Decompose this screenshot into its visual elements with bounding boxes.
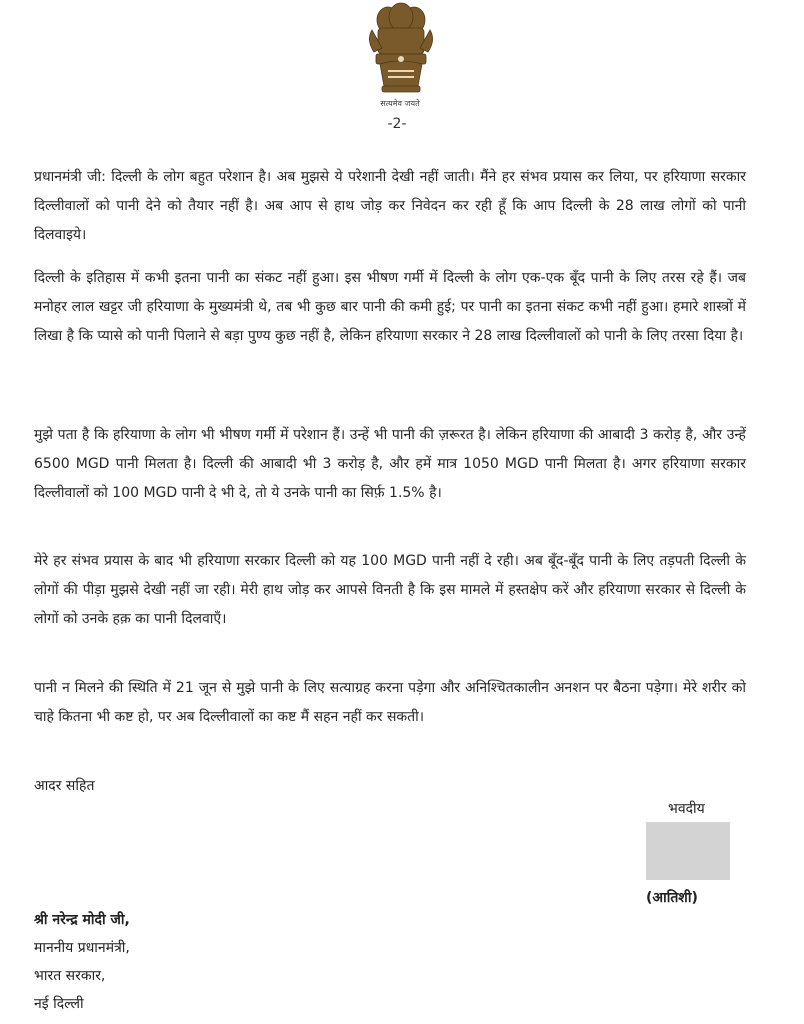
letter-paragraph-3: मुझे पता है कि हरियाणा के लोग भी भीषण गर्मी में परेशान हैं। उन्हें भी पानी की ज़रूरत है। लेकिन हरियाणा की आबादी 3 करोड़ है, और उन्हें 6500 MGD पानी मिलता है। दिल्ली की आबादी भी 3 करोड़ है, और हमें मात्र 1050 MGD पानी मिलता है। अगर हरियाणा सरकार दिल्लीवालों को 100 MGD पानी दे भी दे, तो ये उनके पानी का सिर्फ़ 1.5% है। [34, 427, 746, 501]
closing-regards: आदर सहित [34, 778, 95, 794]
letter-paragraph-4: मेरे हर संभव प्रयास के बाद भी हरियाणा सरकार दिल्ली को यह 100 MGD पानी नहीं दे रही। अब बूँद-बूँद पानी के लिए तड़पती दिल्ली के लोगों की पीड़ा मुझसे देखी नहीं जा रही। मेरी हाथ जोड़ कर आपसे विनती है कि इस मामले में हस्तक्षेप करें और हरियाणा सरकार से दिल्ली के लोगों को उनके हक़ का पानी दिलवाएँ। [34, 553, 746, 627]
addressee-designation: माननीय प्रधानमंत्री, [34, 940, 130, 956]
letter-paragraph-5: पानी न मिलने की स्थिति में 21 जून से मुझे पानी के लिए सत्याग्रह करना पड़ेगा और अनिश्चितकालीन अनशन पर बैठना पड़ेगा। मेरे शरीर को चाहे कितना भी कष्ट हो, पर अब दिल्लीवालों का कष्ट मैं सहन नहीं कर सकती। [34, 680, 746, 725]
addressee-city: नई दिल्ली [34, 996, 84, 1012]
letter-paragraph-2: दिल्ली के इतिहास में कभी इतना पानी का संकट नहीं हुआ। इस भीषण गर्मी में दिल्ली के लोग एक-एक बूँद पानी के लिए तरस रहे हैं। जब मनोहर लाल खट्टर जी हरियाणा के मुख्यमंत्री थे, तब भी कुछ बार पानी की कमी हुई; पर पानी का इतना संकट कभी नहीं हुआ। हमारे शास्त्रों में लिखा है कि प्यासे को पानी पिलाने से बड़ा पुण्य कुछ नहीं है, लेकिन हरियाणा सरकार ने 28 लाख दिल्लीवालों को पानी के लिए तरसा दिया है। [34, 270, 746, 344]
closing-yours: भवदीय [668, 801, 705, 817]
page-number: -2- [387, 116, 407, 132]
state-emblem-icon [358, 0, 444, 108]
letter-paragraph-1: प्रधानमंत्री जी: दिल्ली के लोग बहुत परेशान है। अब मुझसे ये परेशानी देखी नहीं जाती। मैंने हर संभव प्रयास कर लिया, पर हरियाणा सरकार दिल्लीवालों को पानी देने को तैयार नहीं है। अब आप से हाथ जोड़ कर निवेदन कर रही हूँ कि आप दिल्ली के 28 लाख लोगों को पानी दिलवाइये। [34, 169, 746, 243]
redacted-signature [646, 822, 730, 880]
signatory-name: (आतिशी) [646, 890, 698, 906]
addressee-government: भारत सरकार, [34, 968, 106, 984]
emblem-motto: सत्यमेव जयते [380, 99, 420, 108]
addressee-name: श्री नरेन्द्र मोदी जी, [34, 912, 130, 928]
